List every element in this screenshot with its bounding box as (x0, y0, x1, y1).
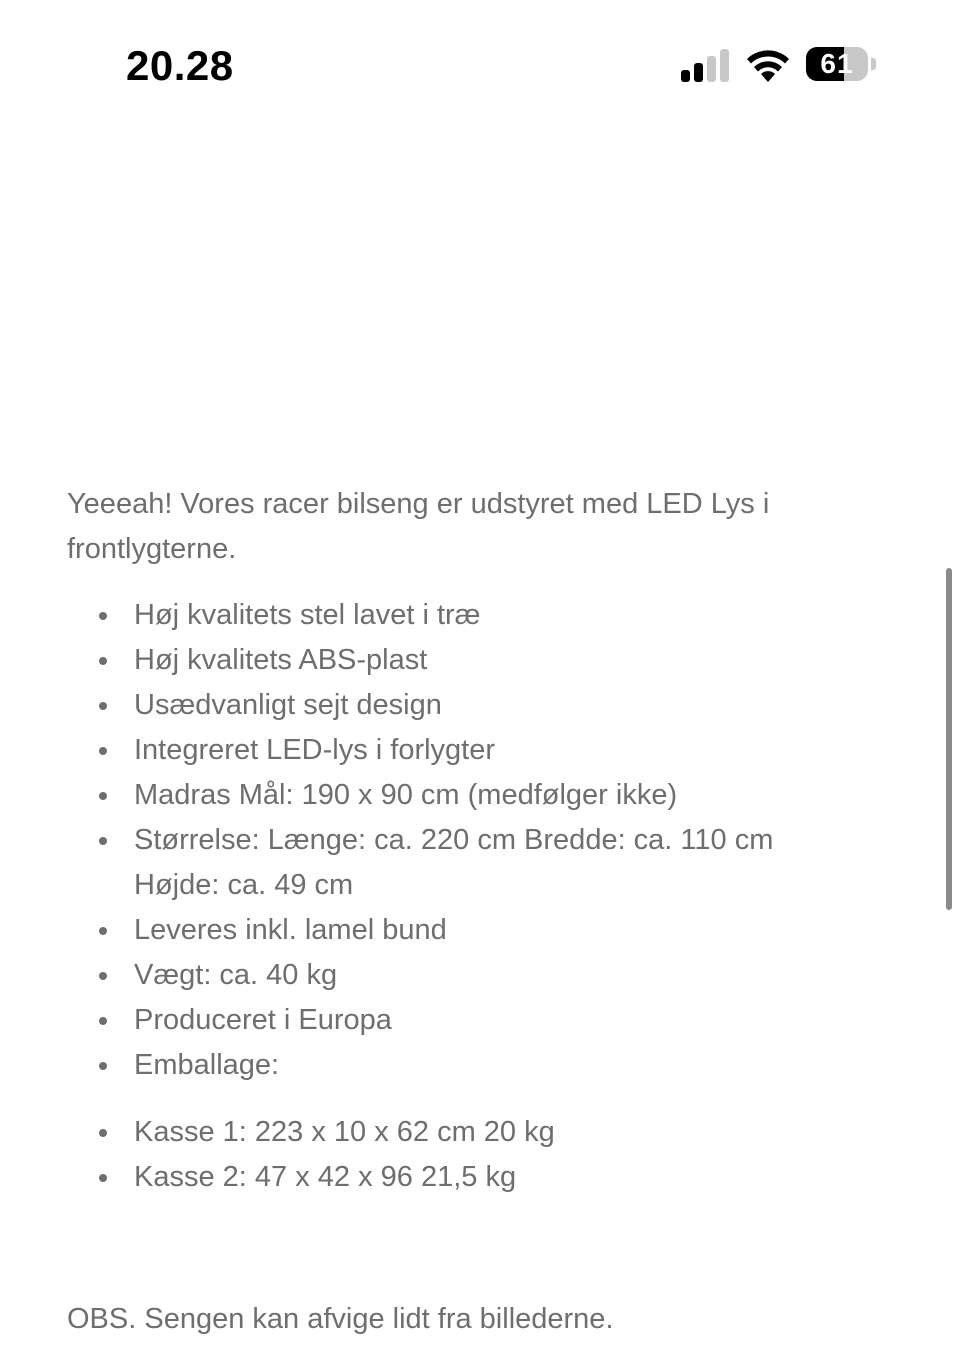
feature-list-item: Høj kvalitets ABS-plast (67, 638, 847, 683)
product-description (67, 482, 847, 1200)
packaging-list (67, 1110, 847, 1200)
feature-list (67, 593, 847, 1088)
signal-bar (694, 63, 703, 82)
intro-text: Yeeeah! Vores racer bilseng er udstyret med LED Lys i frontlygterne. (67, 488, 770, 565)
battery-icon (806, 47, 876, 83)
packaging-list-item: Kasse 1: 223 x 10 x 62 cm 20 kg (67, 1110, 847, 1155)
signal-bar (720, 49, 729, 82)
signal-bar (707, 56, 716, 82)
battery-level: 61 (820, 48, 854, 79)
status-bar (0, 0, 960, 120)
feature-list-item: Integreret LED-lys i forlygter (67, 728, 847, 773)
feature-list-item: Madras Mål: 190 x 90 cm (medfølger ikke) (67, 773, 847, 818)
status-time: 20.28 (126, 42, 234, 89)
feature-list-item: Leveres inkl. lamel bund (67, 908, 847, 953)
battery-body (806, 47, 868, 81)
feature-list-item: Usædvanligt sejt design (67, 683, 847, 728)
cellular-signal-icon (681, 48, 733, 82)
disclaimer-note: OBS. Sengen kan afvige lidt fra billederne. (67, 1303, 614, 1335)
feature-list-item: Produceret i Europa (67, 998, 847, 1043)
feature-list-item: Størrelse: Længe: ca. 220 cm Bredde: ca. 110 cm Højde: ca. 49 cm (67, 818, 847, 908)
packaging-list-item: Kasse 2: 47 x 42 x 96 21,5 kg (67, 1155, 847, 1200)
wifi-icon (746, 46, 790, 82)
feature-list-item: Emballage: (67, 1043, 847, 1088)
feature-list-item: Høj kvalitets stel lavet i træ (67, 593, 847, 638)
signal-bar (681, 70, 690, 82)
scrollbar[interactable] (946, 568, 952, 910)
battery-tip (871, 58, 876, 70)
feature-list-item: Vægt: ca. 40 kg (67, 953, 847, 998)
